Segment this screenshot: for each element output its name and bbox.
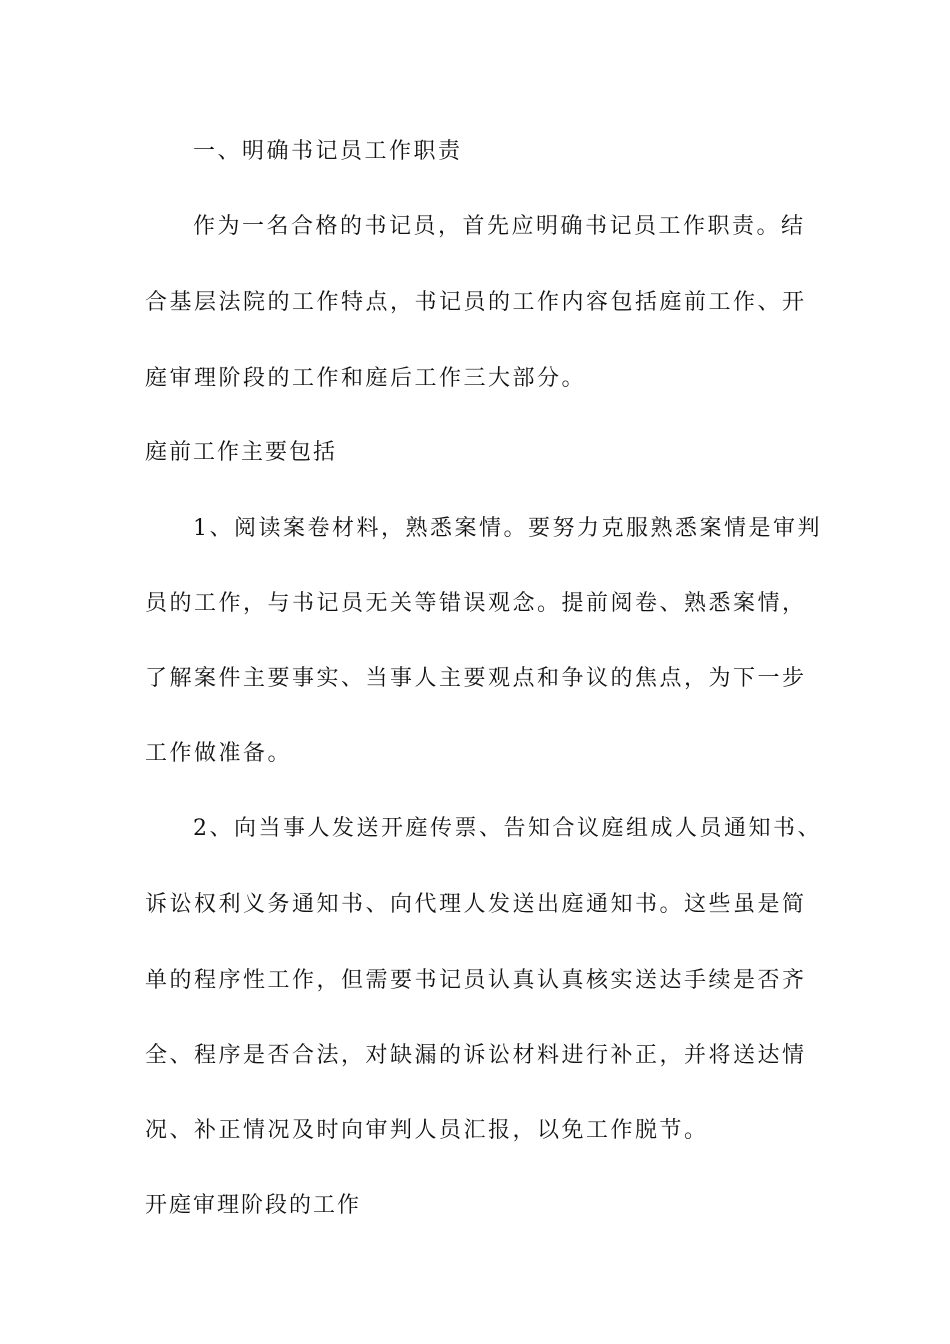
paragraph-line: 了解案件主要事实、当事人主要观点和争议的焦点，为下一步 — [145, 666, 807, 691]
section-heading: 一、明确书记员工作职责 — [193, 139, 463, 164]
paragraph-line: 工作做准备。 — [145, 741, 293, 766]
paragraph-line: 合基层法院的工作特点，书记员的工作内容包括庭前工作、开 — [145, 290, 807, 315]
paragraph-line: 全、程序是否合法，对缺漏的诉讼材料进行补正，并将送达情 — [145, 1043, 807, 1068]
paragraph-line: 作为一名合格的书记员，首先应明确书记员工作职责。结 — [193, 214, 806, 239]
subheading: 开庭审理阶段的工作 — [145, 1193, 362, 1218]
paragraph-line: 2、向当事人发送开庭传票、告知合议庭组成人员通知书、 — [193, 816, 822, 841]
subheading: 庭前工作主要包括 — [145, 440, 338, 465]
paragraph-line: 1、阅读案卷材料，熟悉案情。要努力克服熟悉案情是审判 — [193, 516, 822, 541]
paragraph-line: 诉讼权利义务通知书、向代理人发送出庭通知书。这些虽是简 — [145, 892, 807, 917]
paragraph-line: 庭审理阶段的工作和庭后工作三大部分。 — [145, 366, 587, 391]
paragraph-line: 况、补正情况及时向审判人员汇报，以免工作脱节。 — [145, 1118, 709, 1143]
paragraph-line: 单的程序性工作，但需要书记员认真认真核实送达手续是否齐 — [145, 968, 807, 993]
paragraph-line: 员的工作，与书记员无关等错误观念。提前阅卷、熟悉案情， — [145, 591, 807, 616]
